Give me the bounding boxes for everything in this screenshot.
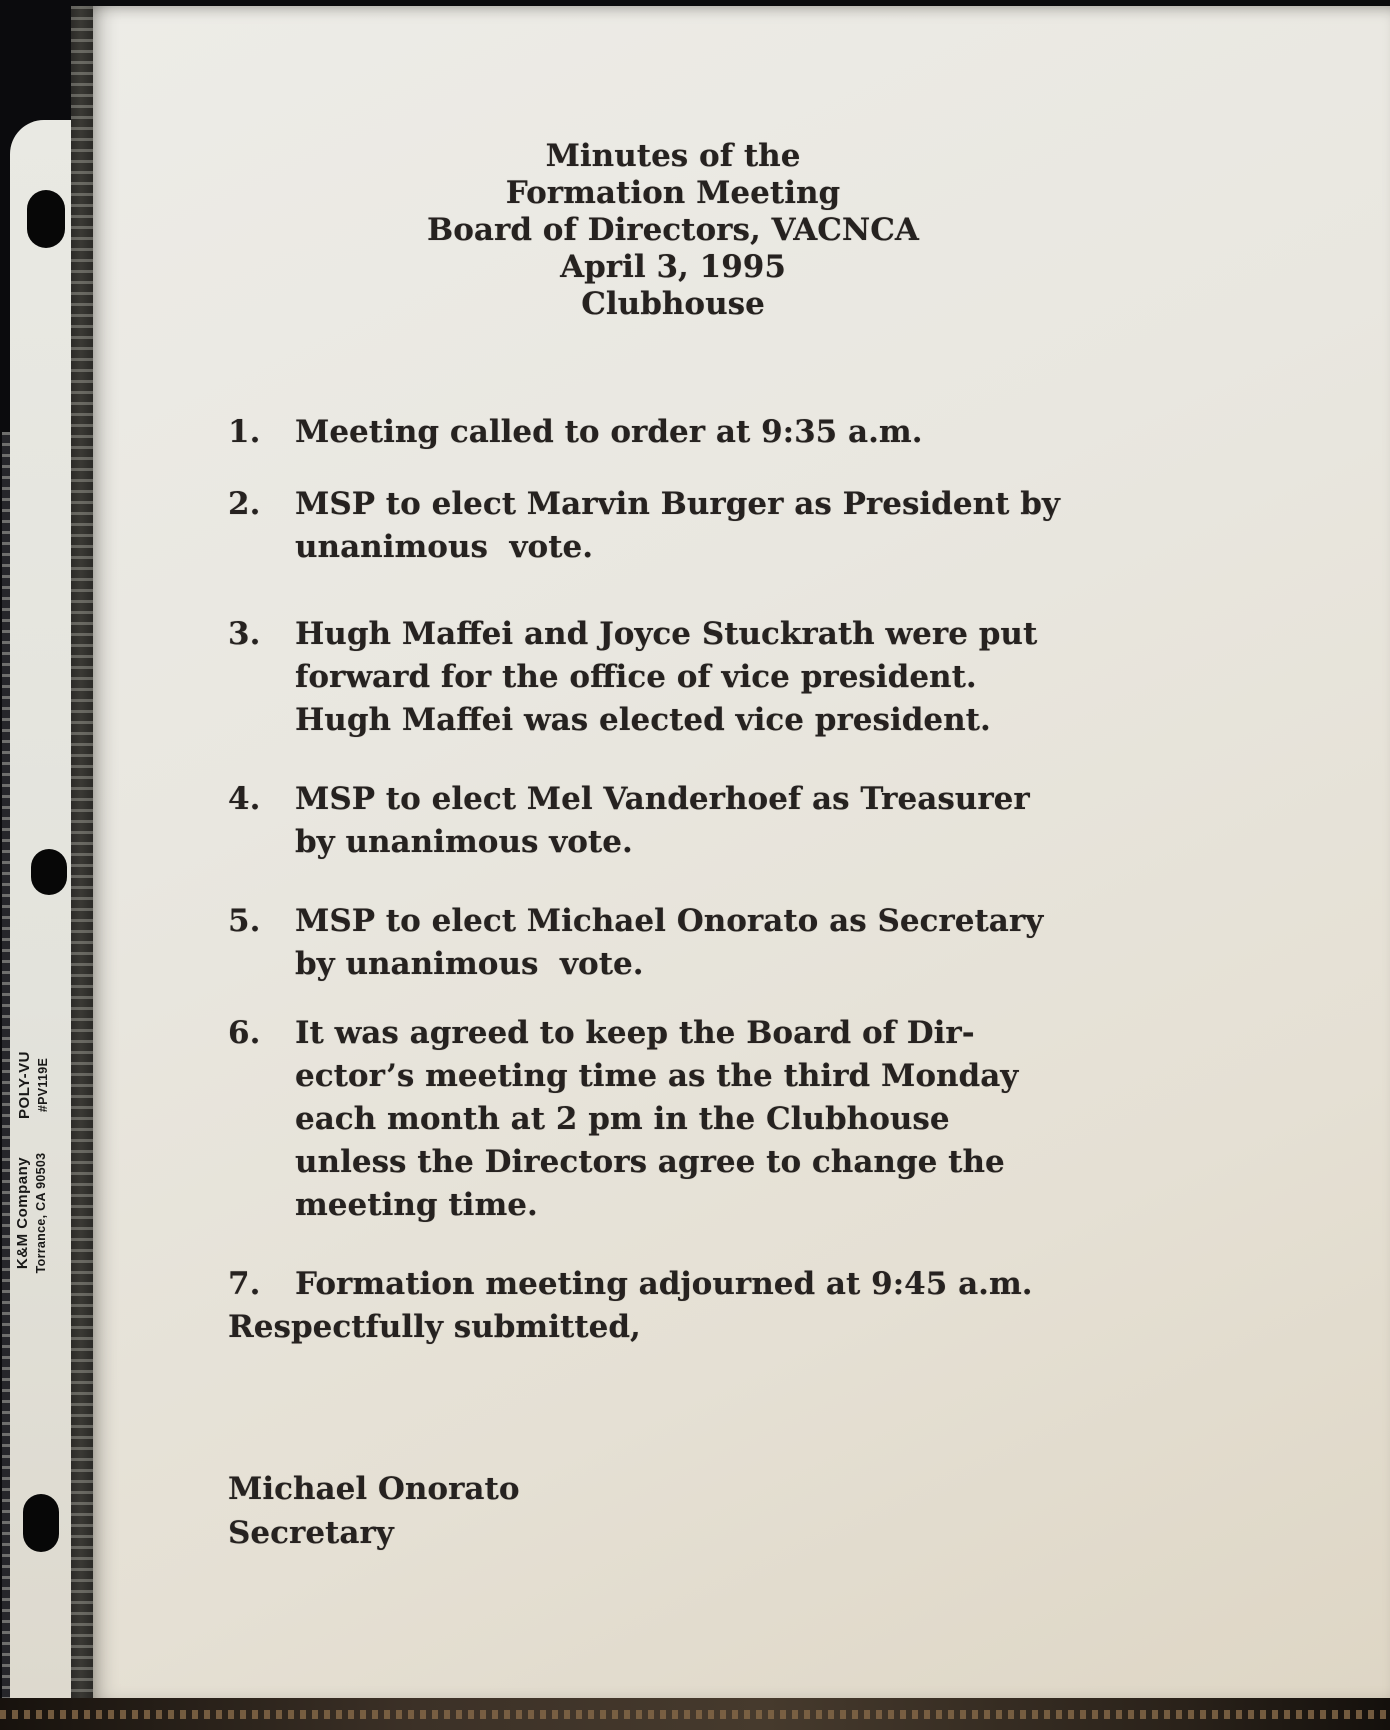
sheet-protector-bottom-edge [0, 1698, 1390, 1730]
binder-strip [10, 120, 72, 1700]
signature-title: Secretary [228, 1515, 394, 1551]
binder-hole-top [27, 190, 65, 248]
title-line: Minutes of the [545, 138, 801, 174]
item-number: 6. [228, 1015, 261, 1051]
signature-name: Michael Onorato [228, 1471, 520, 1507]
item-text: It was agreed to keep the Board of Dir- ector’s meeting time as the third Monday each month at 2 pm in the Clubhouse unless the Directors agree to change the meeting time. [295, 1015, 1019, 1223]
product-number-text: #PV119E [36, 1057, 50, 1113]
title-line: April 3, 1995 [560, 249, 786, 285]
document-content [93, 6, 1390, 1698]
item-number: 1. [228, 414, 261, 450]
minutes-item-1 [228, 411, 1390, 454]
item-number: 3. [228, 616, 261, 652]
item-number: 5. [228, 903, 261, 939]
item-number: 4. [228, 781, 261, 817]
sheet-protector-seam [71, 6, 93, 1700]
minutes-item-5 [228, 900, 1390, 986]
item-number: 2. [228, 486, 261, 522]
title-line: Clubhouse [581, 286, 765, 322]
minutes-item-2 [228, 483, 1390, 569]
item-text: MSP to elect Mel Vanderhoef as Treasurer by unanimous vote. [295, 781, 1030, 860]
item-text: MSP to elect Michael Onorato as Secretary by unanimous vote. [295, 903, 1044, 982]
minutes-item-6 [228, 1012, 1390, 1227]
title-line: Board of Directors, VACNCA [427, 212, 919, 248]
brand-name-text: K&M Company [14, 1156, 31, 1270]
item-number: 7. [228, 1266, 261, 1302]
signature-block [228, 1467, 1390, 1555]
item-text: Meeting called to order at 9:35 a.m. [295, 414, 923, 450]
binder-hole-bottom [23, 1494, 59, 1552]
sheet-protector-brand-label [13, 1127, 57, 1299]
document-page [93, 6, 1390, 1698]
item-text: Hugh Maffei and Joyce Stuckrath were put forward for the office of vice president. Hugh Maffei was elected vice president. [295, 616, 1038, 738]
minutes-item-4 [228, 778, 1390, 864]
bottom-edge-stitches [0, 1710, 1390, 1719]
binder-hole-middle [31, 849, 67, 895]
brand-address-text: Torrance, CA 90503 [34, 1152, 48, 1274]
minutes-item-7 [228, 1263, 1390, 1306]
title-line: Formation Meeting [505, 175, 841, 211]
closing-line: Respectfully submitted, [228, 1309, 641, 1345]
product-name-text: POLY-VU [16, 1051, 33, 1119]
minutes-item-3 [228, 613, 1390, 742]
item-text: Formation meeting adjourned at 9:45 a.m. [295, 1266, 1033, 1302]
item-text: MSP to elect Marvin Burger as President by unanimous vote. [295, 486, 1060, 565]
document-title [228, 138, 1118, 323]
